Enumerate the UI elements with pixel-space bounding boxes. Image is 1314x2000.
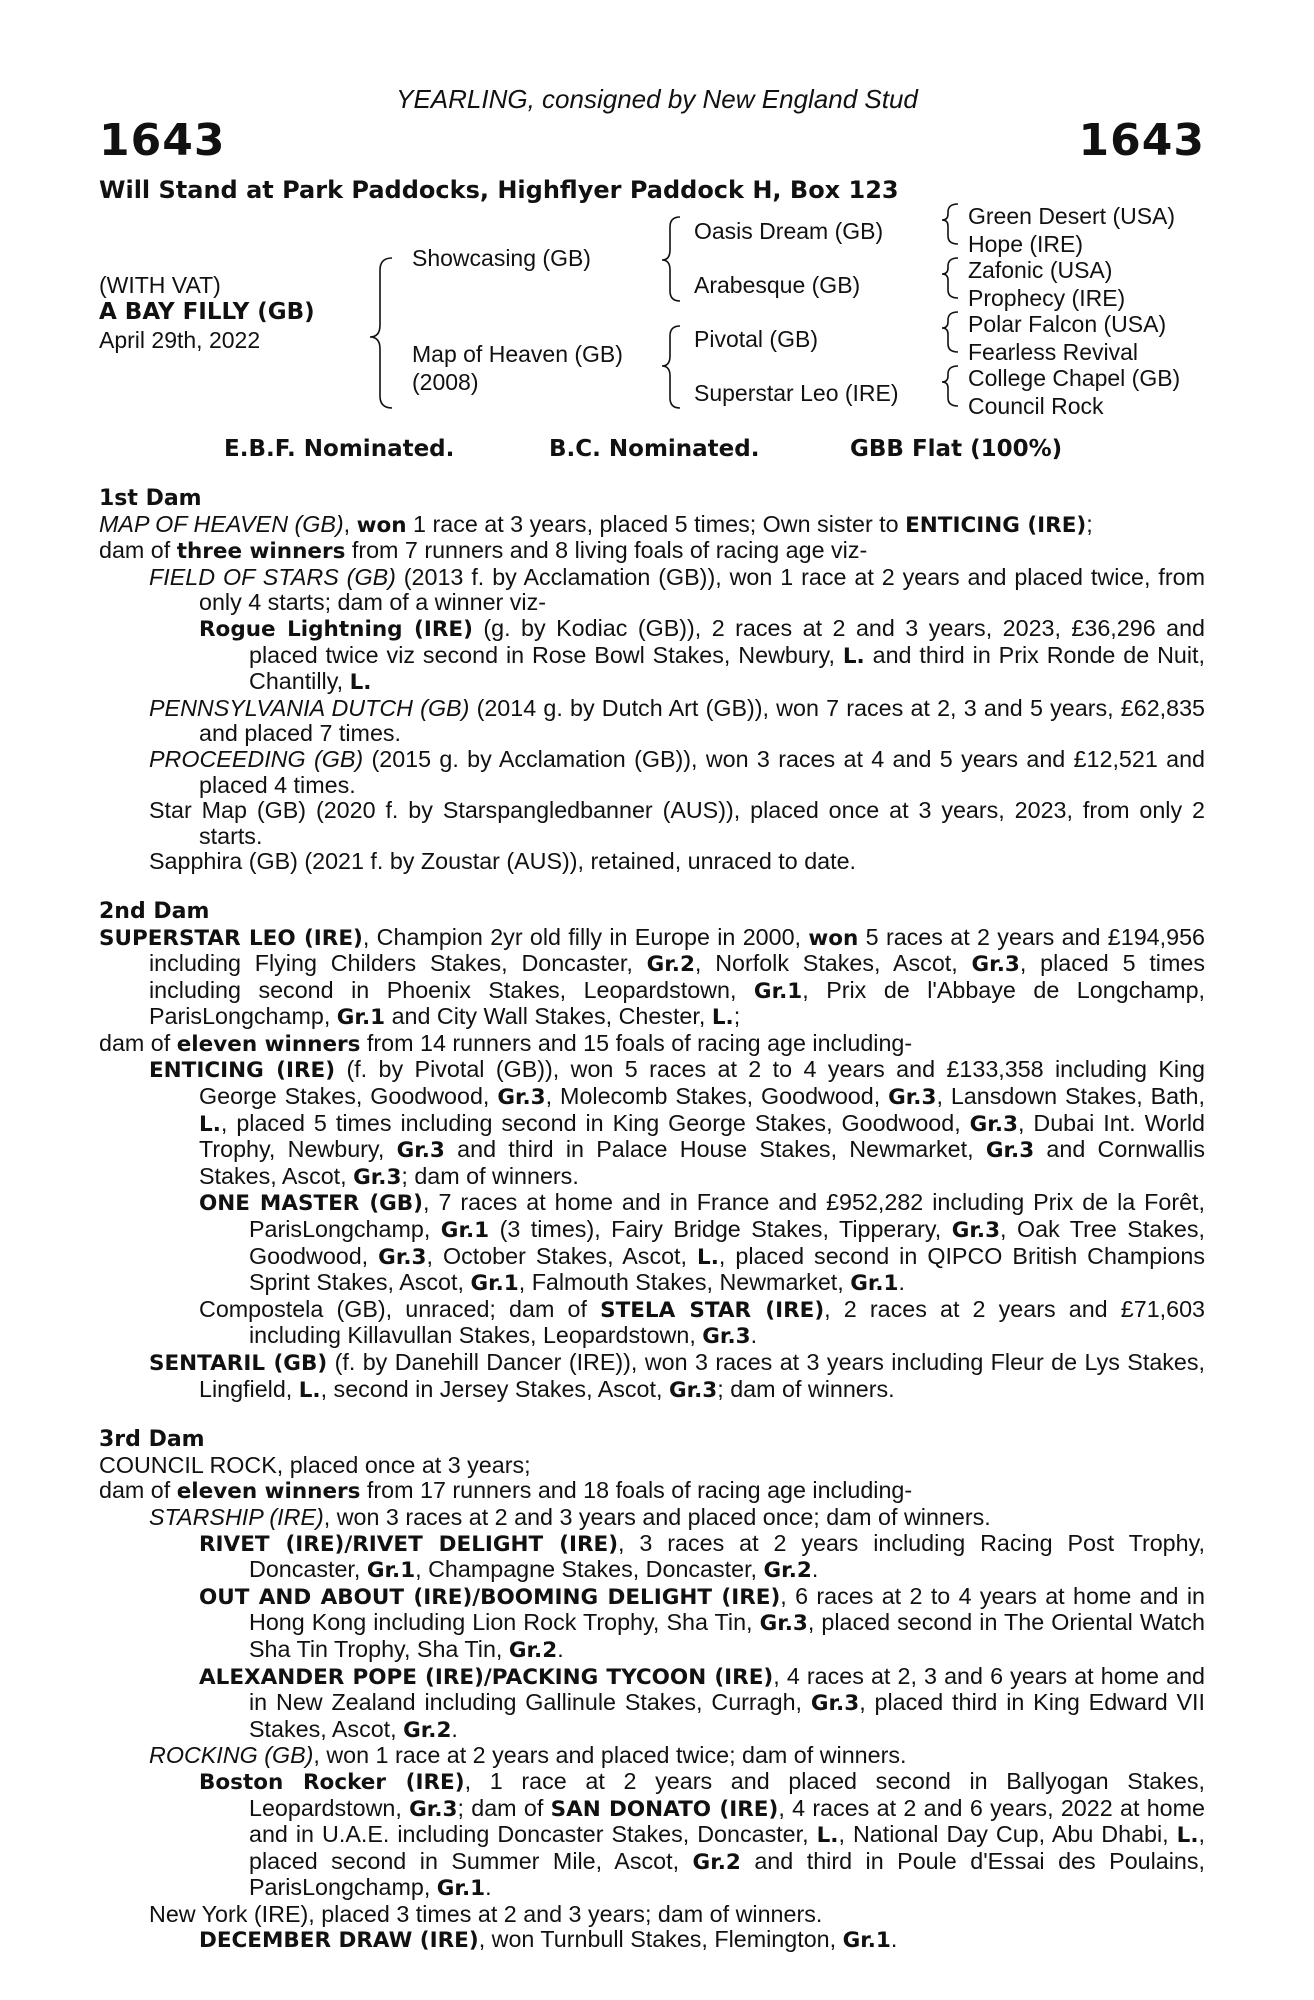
bold-text: L.	[711, 1005, 734, 1031]
dam-dam: Superstar Leo (IRE)	[694, 380, 899, 406]
text: New York (IRE), placed 3 times at 2 and 3 years; dam of winners.	[149, 1900, 823, 1927]
bold-text: eleven winners	[176, 1031, 361, 1057]
dam-sire: Pivotal (GB)	[694, 326, 818, 352]
text: , placed second in QIPCO British Champions Sprint Stakes, Ascot,	[249, 1242, 1205, 1296]
bold-text: Gr.3	[353, 1164, 402, 1190]
text: , National Day Cup, Abu Dhabi,	[838, 1821, 1177, 1848]
ebf-nomination: E.B.F. Nominated.	[224, 436, 455, 462]
dam-year: (2008)	[412, 369, 479, 395]
bracket-gen2-sire	[662, 217, 680, 301]
bold-text: Gr.3	[951, 1218, 1001, 1244]
section-heading: 1st Dam	[99, 486, 202, 511]
gbb-flat: GBB Flat (100%)	[850, 436, 1063, 462]
text: from 7 runners and 8 living foals of racing age viz-	[345, 537, 868, 564]
text: Compostela (GB), unraced; dam of	[199, 1295, 601, 1322]
italic-text: FIELD OF STARS (GB)	[149, 563, 396, 590]
bold-text: Gr.3	[810, 1691, 860, 1717]
gen3-2: Hope (IRE)	[968, 231, 1084, 257]
bracket-gen3-1	[942, 204, 958, 244]
text: , 1 race at 2 years and placed second in Ballyogan Stakes, Leopardstown,	[249, 1767, 1205, 1821]
bold-text: DECEMBER DRAW (IRE)	[199, 1928, 479, 1954]
text: ; dam of winners.	[401, 1162, 579, 1189]
bc-nomination: B.C. Nominated.	[549, 436, 760, 462]
dam: Map of Heaven (GB)	[412, 341, 623, 367]
gen3-3: Zafonic (USA)	[968, 257, 1113, 283]
bold-text: SENTARIL (GB)	[149, 1351, 328, 1376]
text: , placed third in King Edward VII Stakes, Ascot,	[249, 1689, 1206, 1742]
entry-paragraph	[99, 747, 1205, 798]
entry-paragraph	[99, 1743, 1205, 1769]
section-heading: 3rd Dam	[99, 1427, 205, 1453]
text: and third in Palace House Stakes, Newmarket,	[444, 1136, 986, 1163]
text: dam of	[99, 1477, 177, 1504]
bold-text: Gr.3	[409, 1796, 458, 1822]
foaling-date: April 29th, 2022	[99, 327, 261, 353]
gen3-7: College Chapel (GB)	[968, 365, 1181, 391]
entry-paragraph	[99, 1584, 1205, 1664]
italic-text: ROCKING (GB)	[149, 1742, 314, 1769]
text: dam of	[99, 537, 177, 564]
bold-text: SAN DONATO (IRE)	[550, 1796, 779, 1822]
text: , October Stakes, Ascot,	[426, 1242, 698, 1269]
text: , 2 races at 2 years and £71,603 including Killavullan Stakes, Leopardstown,	[249, 1295, 1205, 1349]
entry-paragraph	[99, 1769, 1205, 1902]
bold-text: won	[356, 512, 407, 538]
entry-paragraph	[99, 1057, 1205, 1190]
bold-text: Gr.3	[969, 1111, 1018, 1137]
text: , won 3 races at 2 and 3 years and placed once; dam of winners.	[323, 1503, 991, 1530]
text: and City Wall Stakes, Chester,	[385, 1003, 712, 1030]
text: , 6 races at 2 to 4 years at home and in Hong Kong including Lion Rock Trophy, Sha Tin,	[249, 1582, 1205, 1636]
entry-paragraph	[99, 1927, 1205, 1954]
text: , Molecomb Stakes, Goodwood,	[545, 1083, 889, 1110]
text: ;	[733, 1003, 741, 1030]
bold-text: ALEXANDER POPE (IRE)/PACKING TYCOON (IRE)	[199, 1664, 774, 1690]
bold-text: ENTICING (IRE)	[149, 1058, 336, 1084]
bold-text: Rogue Lightning (IRE)	[199, 616, 473, 642]
entry-paragraph	[99, 1505, 1205, 1531]
italic-text: STARSHIP (IRE)	[149, 1503, 324, 1530]
bold-text: L.	[1176, 1823, 1199, 1849]
text: .	[750, 1322, 758, 1349]
bracket-gen3-4	[942, 366, 958, 406]
entry-paragraph	[99, 565, 1205, 616]
entry-paragraph	[99, 696, 1205, 747]
bold-text: Gr.1	[842, 1928, 891, 1954]
gen3-4: Prophecy (IRE)	[968, 285, 1126, 311]
text: , 7 races at home and in France and £952,282 including Prix de la Forêt, ParisLongchamp,	[249, 1189, 1205, 1243]
bold-text: Gr.2	[403, 1717, 452, 1743]
text: , Prix de l'Abbaye de Longchamp, ParisLongchamp,	[149, 976, 1205, 1030]
bold-text: Boston Rocker (IRE)	[199, 1769, 465, 1795]
text: , placed second in The Oriental Watch Sha Tin Trophy, Sha Tin,	[249, 1609, 1206, 1662]
text: (2015 g. by Acclamation (GB)), won 3 races at 4 and 5 years and £12,521 and placed 4 times.	[199, 745, 1205, 798]
bold-text: Gr.1	[336, 1005, 386, 1031]
entry-paragraph	[99, 1664, 1205, 1744]
bold-text: Gr.3	[702, 1324, 751, 1350]
text: , Lansdown Stakes, Bath,	[936, 1083, 1205, 1110]
bracket-gen3-2	[942, 258, 958, 298]
bold-text: SUPERSTAR LEO (IRE)	[99, 925, 363, 951]
third-dam-section	[99, 1403, 1205, 1954]
text: from 17 runners and 18 foals of racing age including-	[360, 1477, 913, 1504]
sire-sire: Oasis Dream (GB)	[694, 218, 884, 244]
entry-paragraph	[99, 1190, 1205, 1296]
bold-text: Gr.1	[753, 978, 803, 1004]
text: (f. by Pivotal (GB)), won 5 races at 2 to 4 years and £133,358 including King George Stakes, Goodwood,	[199, 1056, 1205, 1110]
bold-text: Gr.2	[508, 1637, 558, 1663]
text: .	[890, 1926, 898, 1953]
bold-text: Gr.1	[470, 1271, 519, 1297]
catalogue-body	[99, 486, 1205, 1954]
text: COUNCIL ROCK, placed once at 3 years;	[99, 1451, 531, 1478]
text: (f. by Danehill Dancer (IRE)), won 3 races at 3 years including Fleur de Lys Stakes, Lingfield,	[199, 1349, 1205, 1402]
bold-text: Gr.1	[440, 1218, 490, 1244]
text: , Dubai Int. World Trophy, Newbury,	[199, 1109, 1205, 1163]
text: , Norfolk Stakes, Ascot,	[694, 950, 972, 977]
bold-text: Gr.3	[985, 1138, 1035, 1164]
lot-number-right: 1643	[1078, 115, 1205, 166]
entry-paragraph	[99, 512, 1205, 539]
bold-text: STELA STAR (IRE)	[600, 1297, 825, 1323]
entry-paragraph	[99, 925, 1205, 1031]
text: , Champion 2yr old filly in Europe in 2000,	[362, 923, 809, 950]
entry-paragraph	[99, 1531, 1205, 1584]
text: and Cornwallis Stakes, Ascot,	[199, 1136, 1205, 1189]
bold-text: eleven winners	[176, 1479, 361, 1505]
text: .	[811, 1556, 819, 1583]
second-dam-section	[99, 875, 1205, 1403]
bracket-gen2-dam	[662, 326, 680, 408]
bold-text: Gr.1	[436, 1876, 486, 1902]
lot-number-left: 1643	[99, 115, 226, 166]
bold-text: ONE MASTER (GB)	[199, 1191, 424, 1217]
text: .	[898, 1269, 905, 1296]
gen3-5: Polar Falcon (USA)	[968, 311, 1167, 337]
text: and third in Prix Ronde de Nuit, Chantilly,	[249, 641, 1205, 695]
text: ; dam of winners.	[717, 1375, 895, 1402]
gen3-6: Fearless Revival	[968, 339, 1138, 365]
text: , second in Jersey Stakes, Ascot,	[320, 1375, 669, 1402]
entry-paragraph	[99, 1297, 1205, 1350]
bold-text: Gr.3	[497, 1085, 546, 1111]
text: (2014 g. by Dutch Art (GB)), won 7 races at 2, 3 and 5 years, £62,835 and placed 7 times.	[199, 694, 1205, 747]
text: , placed second in Summer Mile, Ascot,	[249, 1821, 1206, 1874]
sire: Showcasing (GB)	[412, 245, 591, 271]
text: Star Map (GB) (2020 f. by Starspangledbanner (AUS)), placed once at 3 years, 2023, from only 2 starts.	[149, 797, 1205, 849]
bold-text: L.	[816, 1823, 839, 1849]
bold-text: L.	[697, 1244, 719, 1270]
text: , placed 5 times including second in Phoenix Stakes, Leopardstown,	[149, 950, 1205, 1003]
consignor-line: YEARLING, consigned by New England Stud	[396, 84, 918, 114]
entry-paragraph	[99, 1350, 1205, 1403]
text: , 4 races at 2, 3 and 6 years at home and in New Zealand including Gallinule Stakes, Curragh,	[249, 1662, 1205, 1716]
text: ,	[343, 510, 357, 537]
text: (2013 f. by Acclamation (GB)), won 1 race at 2 years and placed twice, from only 4 starts; dam of a winner viz-	[199, 563, 1205, 616]
section-heading: 2nd Dam	[99, 898, 210, 924]
bold-text: Gr.2	[692, 1849, 741, 1875]
text: , placed 5 times including second in King George Stakes, Goodwood,	[220, 1109, 970, 1136]
text: , 3 races at 2 years including Racing Post Trophy, Doncaster,	[249, 1529, 1205, 1583]
entry-paragraph	[99, 616, 1205, 696]
vat-note: (WITH VAT)	[99, 272, 221, 298]
text: from 14 runners and 15 foals of racing age including-	[360, 1029, 913, 1056]
text: 5 races at 2 years and £194,956 including Flying Childers Stakes, Doncaster,	[149, 923, 1205, 977]
bold-text: RIVET (IRE)/RIVET DELIGHT (IRE)	[199, 1531, 619, 1557]
sire-dam: Arabesque (GB)	[694, 272, 861, 298]
text: ;	[1086, 510, 1093, 537]
bold-text: Gr.2	[763, 1558, 812, 1584]
bold-text: Gr.3	[971, 952, 1020, 978]
bracket-gen1	[370, 258, 392, 408]
entry-paragraph	[99, 1453, 1205, 1479]
entry-paragraph	[99, 1478, 1205, 1505]
first-dam-section	[99, 486, 1205, 875]
text: dam of	[99, 1029, 177, 1056]
italic-text: MAP OF HEAVEN (GB)	[99, 510, 344, 537]
bold-text: Gr.3	[378, 1244, 427, 1270]
text: (3 times), Fairy Bridge Stakes, Tipperary,	[489, 1216, 952, 1243]
text: and third in Poule d'Essai des Poulains, ParisLongchamp,	[249, 1847, 1205, 1901]
text: Sapphira (GB) (2021 f. by Zoustar (AUS)), retained, unraced to date.	[149, 848, 857, 875]
italic-text: PENNSYLVANIA DUTCH (GB)	[149, 694, 470, 721]
bold-text: Gr.3	[888, 1085, 937, 1111]
bold-text: three winners	[176, 539, 346, 565]
text: , Champagne Stakes, Doncaster,	[415, 1556, 764, 1583]
entry-paragraph	[99, 1031, 1205, 1058]
gen3-8: Council Rock	[968, 393, 1104, 419]
text: .	[451, 1715, 458, 1742]
text: ; dam of	[457, 1794, 551, 1821]
bold-text: L.	[842, 643, 865, 669]
gen3-1: Green Desert (USA)	[968, 203, 1176, 229]
text: 1 race at 3 years, placed 5 times; Own sister to	[406, 510, 906, 537]
bold-text: Gr.3	[759, 1611, 808, 1637]
bold-text: L.	[349, 670, 372, 696]
bold-text: Gr.3	[668, 1377, 718, 1403]
text: , won Turnbull Stakes, Flemington,	[478, 1926, 843, 1953]
bracket-gen3-3	[942, 312, 958, 352]
text: (g. by Kodiac (GB)), 2 races at 2 and 3 years, 2023, £36,296 and placed twice viz second in Rose Bowl Stakes, Newbury,	[249, 614, 1205, 668]
stabling-location: Will Stand at Park Paddocks, Highflyer Paddock H, Box 123	[99, 176, 899, 204]
text: .	[557, 1635, 564, 1662]
text: .	[485, 1874, 492, 1901]
entry-paragraph	[99, 1902, 1205, 1928]
bold-text: Gr.3	[396, 1138, 445, 1164]
entry-paragraph	[99, 538, 1205, 565]
bold-text: Gr.1	[366, 1558, 416, 1584]
horse-name: A BAY FILLY (GB)	[99, 299, 315, 325]
bold-text: Gr.2	[646, 952, 695, 978]
text: , 4 races at 2 and 6 years, 2022 at home and in U.A.E. including Doncaster Stakes, Doncaster,	[249, 1794, 1206, 1848]
bold-text: ENTICING (IRE)	[905, 512, 1087, 538]
entry-paragraph	[99, 798, 1205, 849]
text: , Falmouth Stakes, Newmarket,	[518, 1269, 851, 1296]
text: , won 1 race at 2 years and placed twice; dam of winners.	[313, 1742, 907, 1769]
bold-text: OUT AND ABOUT (IRE)/BOOMING DELIGHT (IRE)	[199, 1584, 781, 1610]
bold-text: won	[808, 925, 859, 951]
italic-text: PROCEEDING (GB)	[149, 745, 364, 772]
entry-paragraph	[99, 849, 1205, 875]
text: , Oak Tree Stakes, Goodwood,	[249, 1216, 1205, 1269]
bold-text: L.	[199, 1111, 221, 1137]
bold-text: L.	[298, 1377, 321, 1403]
bold-text: Gr.1	[850, 1271, 899, 1297]
